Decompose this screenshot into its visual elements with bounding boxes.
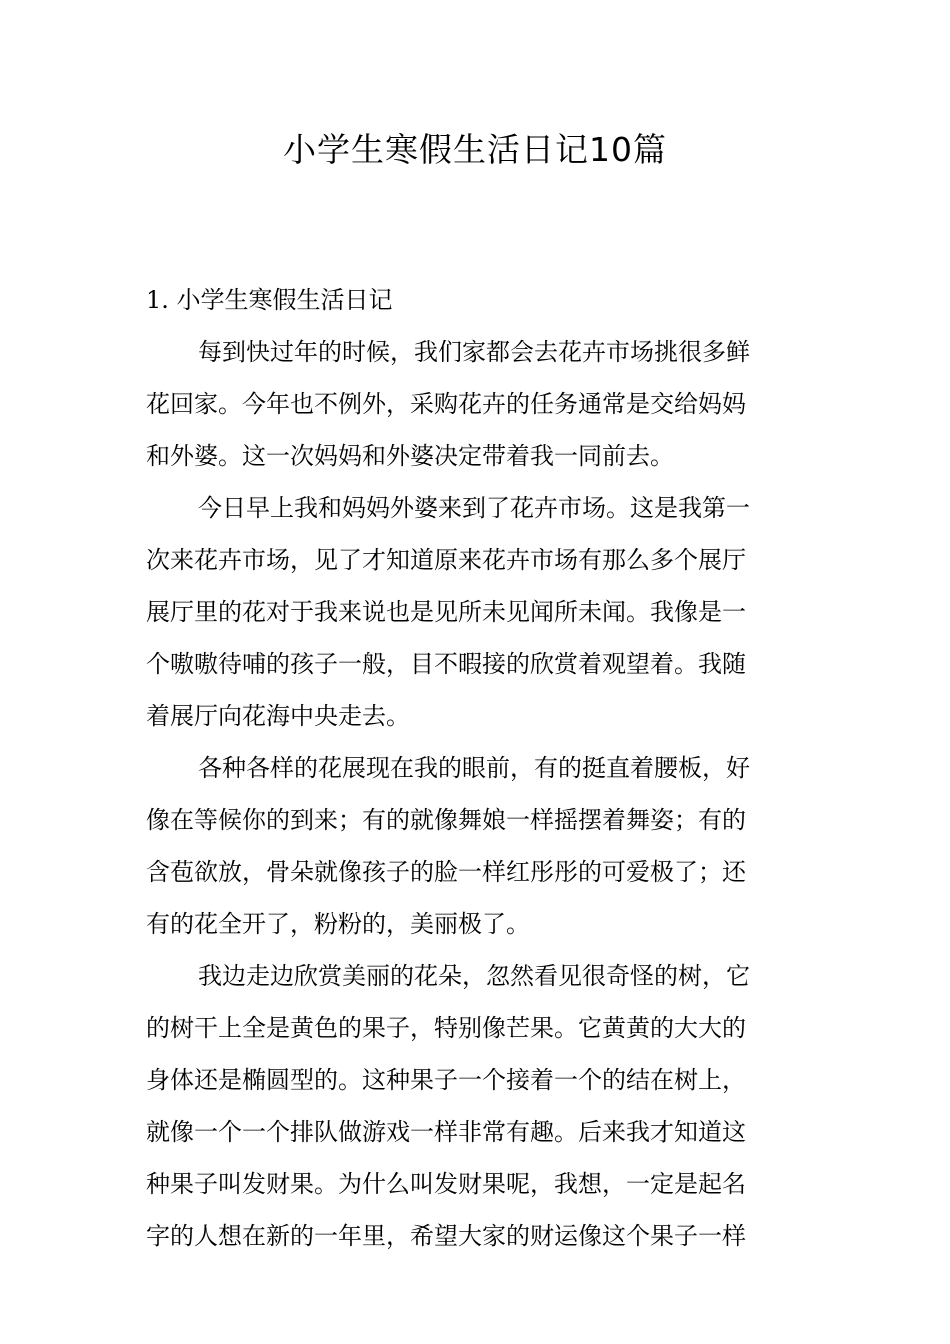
text-line: 有的花全开了，粉粉的，美丽极了。 (146, 910, 530, 938)
text-line: 和外婆。这一次妈妈和外婆决定带着我一同前去。 (146, 442, 674, 470)
text-line: 个嗷嗷待哺的孩子一般，目不暇接的欣赏着观望着。我随 (146, 650, 746, 678)
text-line: 的树干上全是黄色的果子，特别像芒果。它黄黄的大大的 (146, 1014, 746, 1042)
text-line: 今日早上我和妈妈外婆来到了花卉市场。这是我第一 (198, 494, 750, 522)
document-title: 小学生寒假生活日记10篇 (283, 130, 667, 169)
text-line: 字的人想在新的一年里，希望大家的财运像这个果子一样 (146, 1222, 746, 1250)
text-line: 每到快过年的时候，我们家都会去花卉市场挑很多鲜 (198, 338, 750, 366)
text-line: 含苞欲放，骨朵就像孩子的脸一样红彤彤的可爱极了；还 (146, 858, 746, 886)
text-line: 着展厅向花海中央走去。 (146, 702, 410, 730)
text-line: 就像一个一个排队做游戏一样非常有趣。后来我才知道这 (146, 1118, 746, 1146)
text-line: 花回家。今年也不例外，采购花卉的任务通常是交给妈妈 (146, 390, 746, 418)
text-line: 身体还是椭圆型的。这种果子一个接着一个的结在树上， (146, 1066, 746, 1094)
text-line: 次来花卉市场，见了才知道原来花卉市场有那么多个展厅 (146, 546, 746, 574)
text-line: 我边走边欣赏美丽的花朵，忽然看见很奇怪的树，它 (198, 962, 750, 990)
text-line: 展厅里的花对于我来说也是见所未见闻所未闻。我像是一 (146, 598, 746, 626)
text-line: 种果子叫发财果。为什么叫发财果呢，我想，一定是起名 (146, 1170, 746, 1198)
section-heading: 1. 小学生寒假生活日记 (146, 286, 393, 314)
text-line: 各种各样的花展现在我的眼前，有的挺直着腰板，好 (198, 754, 750, 782)
text-line: 像在等候你的到来；有的就像舞娘一样摇摆着舞姿；有的 (146, 806, 746, 834)
body-text (146, 326, 806, 1262)
